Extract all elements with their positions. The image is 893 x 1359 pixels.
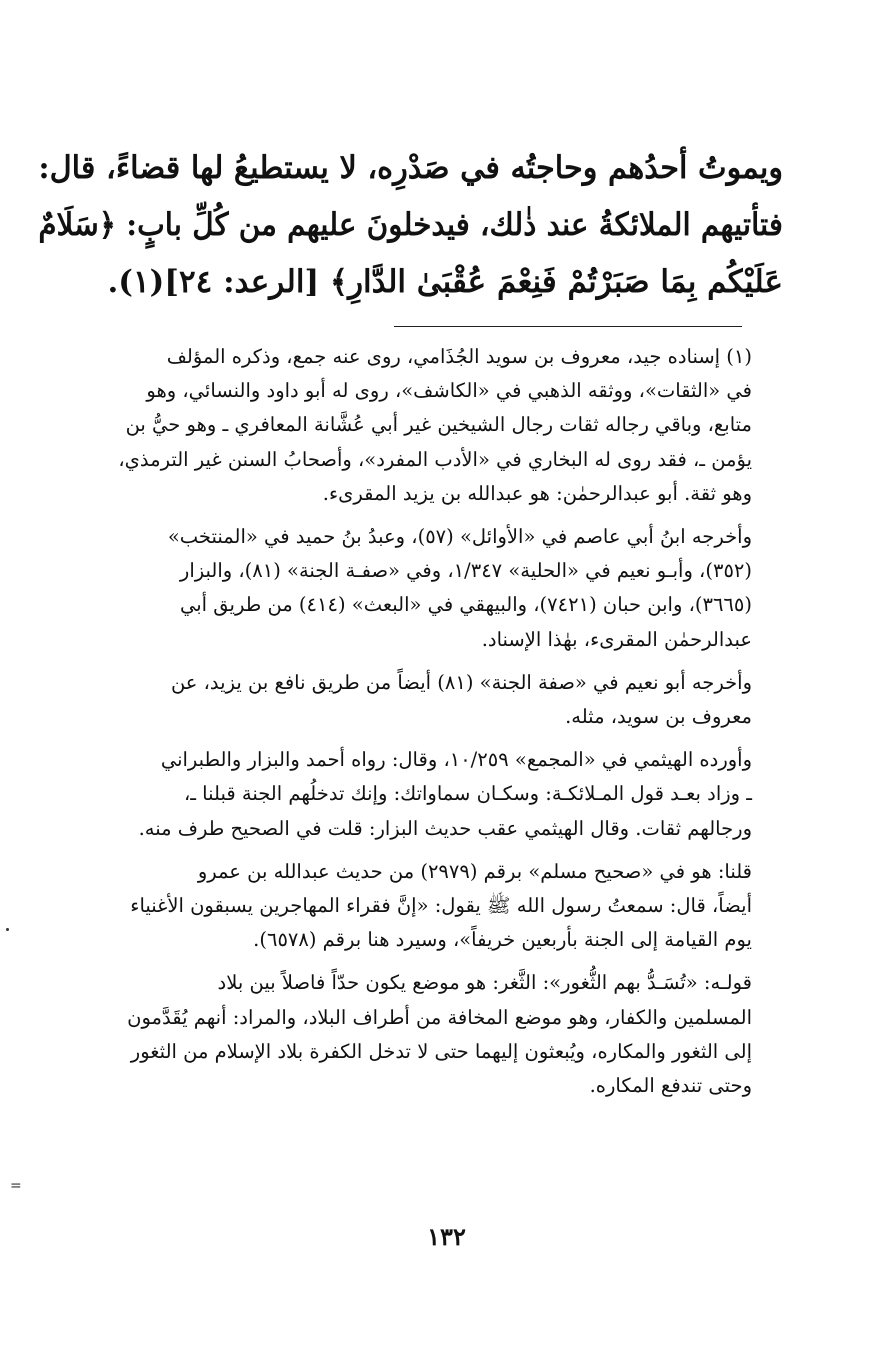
footnote-line: وحتى تندفع المكاره.	[589, 1074, 752, 1098]
footnote-paragraph	[44, 340, 752, 511]
main-text-line: ويموتُ أحدُهم وحاجتُه في صَدْرِه، لا يستطيعُ لها قضاءً، قال:	[38, 150, 783, 186]
footnote-line: معروف بن سويد، مثله.	[565, 705, 752, 729]
main-text	[38, 140, 783, 311]
footnote-line: إلى الثغور والمكاره، ويُبعثون إليهما حتى لا تدخل الكفرة بلاد الإسلام من الثغور	[130, 1039, 752, 1063]
footnote-paragraph	[44, 743, 752, 846]
footnote-line: وهو ثقة. أبو عبدالرحمٰن: هو عبدالله بن يزيد المقرىء.	[322, 481, 752, 505]
footnote-line: يؤمن ـ، فقد روى له البخاري في «الأدب المفرد»، وأصحابُ السنن غير الترمذي،	[118, 447, 752, 471]
margin-mark: =	[10, 1178, 22, 1194]
footnote-paragraph	[44, 855, 752, 958]
footnote-line: وأخرجه أبو نعيم في «صفة الجنة» (٨١) أيضاً من طريق نافع بن يزيد، عن	[170, 670, 752, 694]
footnote-line: أيضاً، قال: سمعتُ رسول الله ﷺ يقول: «إنَّ فقراء المهاجرين يسبقون الأغنياء	[130, 894, 752, 918]
footnote-line: المسلمين والكفار، وهو موضع المخافة من أطراف البلاد، والمراد: أنهم يُقَدَّمون	[127, 1005, 752, 1029]
footnote-paragraph	[44, 520, 752, 657]
margin-dot	[6, 928, 9, 931]
footnote-line: متابع، وباقي رجاله ثقات رجال الشيخين غير أبي عُشَّانة المعافري ـ وهو حيُّ بن	[125, 413, 752, 437]
footnote-line: يوم القيامة إلى الجنة بأربعين خريفاً»، وسيرد هنا برقم (٦٥٧٨).	[253, 928, 752, 952]
footnote-line: قولـه: «تُسَـدُّ بهم الثُّغور»: الثَّغر: هو موضع يكون حدّاً فاصلاً بين بلاد	[217, 971, 752, 995]
footnote-line: ـ وزاد بعـد قول المـلائكـة: وسكـان سماواتك: وإنك تدخلُهم الجنة قبلنا ـ،	[183, 782, 752, 806]
page-number: ١٣٢	[427, 1222, 466, 1251]
footnote-line: (٣٥٢)، وأبـو نعيم في «الحلية» ١/٣٤٧، وفي «صفـة الجنة» (٨١)، والبزار	[179, 559, 752, 583]
footnote-line: وأورده الهيثمي في «المجمع» ١٠/٢٥٩، وقال: رواه أحمد والبزار والطبراني	[160, 748, 752, 772]
main-text-line: عَلَيْكُم بِمَا صَبَرْتُمْ فَنِعْمَ عُقْبَىٰ الدَّارِ﴾ [الرعد: ٢٤](١).	[107, 264, 783, 300]
footnote-paragraph	[44, 966, 752, 1103]
footnote-paragraph	[44, 666, 752, 734]
main-text-line: فتأتيهم الملائكةُ عند ذٰلك، فيدخلونَ عليهم من كُلِّ بابٍ: ﴿سَلَامٌ	[38, 207, 784, 243]
footnote-line: عبدالرحمٰن المقرىء، بهٰذا الإسناد.	[481, 627, 752, 651]
footnote-line: (٣٦٦٥)، وابن حبان (٧٤٢١)، والبيهقي في «البعث» (٤١٤) من طريق أبي	[179, 593, 752, 617]
footnote-line: في «الثقات»، ووثقه الذهبي في «الكاشف»، روى له أبو داود والنسائي، وهو	[146, 379, 752, 403]
footnote-line: وأخرجه ابنُ أبي عاصم في «الأوائل» (٥٧)، وعبدُ بنُ حميد في «المنتخب»	[167, 525, 752, 549]
footnote-line: (١) إسناده جيد، معروف بن سويد الجُذَامي، روى عنه جمع، وذكره المؤلف	[166, 345, 752, 368]
footnote-line: قلنا: هو في «صحيح مسلم» برقم (٢٩٧٩) من حديث عبدالله بن عمرو	[197, 859, 752, 883]
footnote-separator	[394, 326, 742, 327]
footnotes	[44, 340, 752, 1112]
footnote-line: ورجالهم ثقات. وقال الهيثمي عقب حديث البزار: قلت في الصحيح طرف منه.	[138, 816, 752, 840]
